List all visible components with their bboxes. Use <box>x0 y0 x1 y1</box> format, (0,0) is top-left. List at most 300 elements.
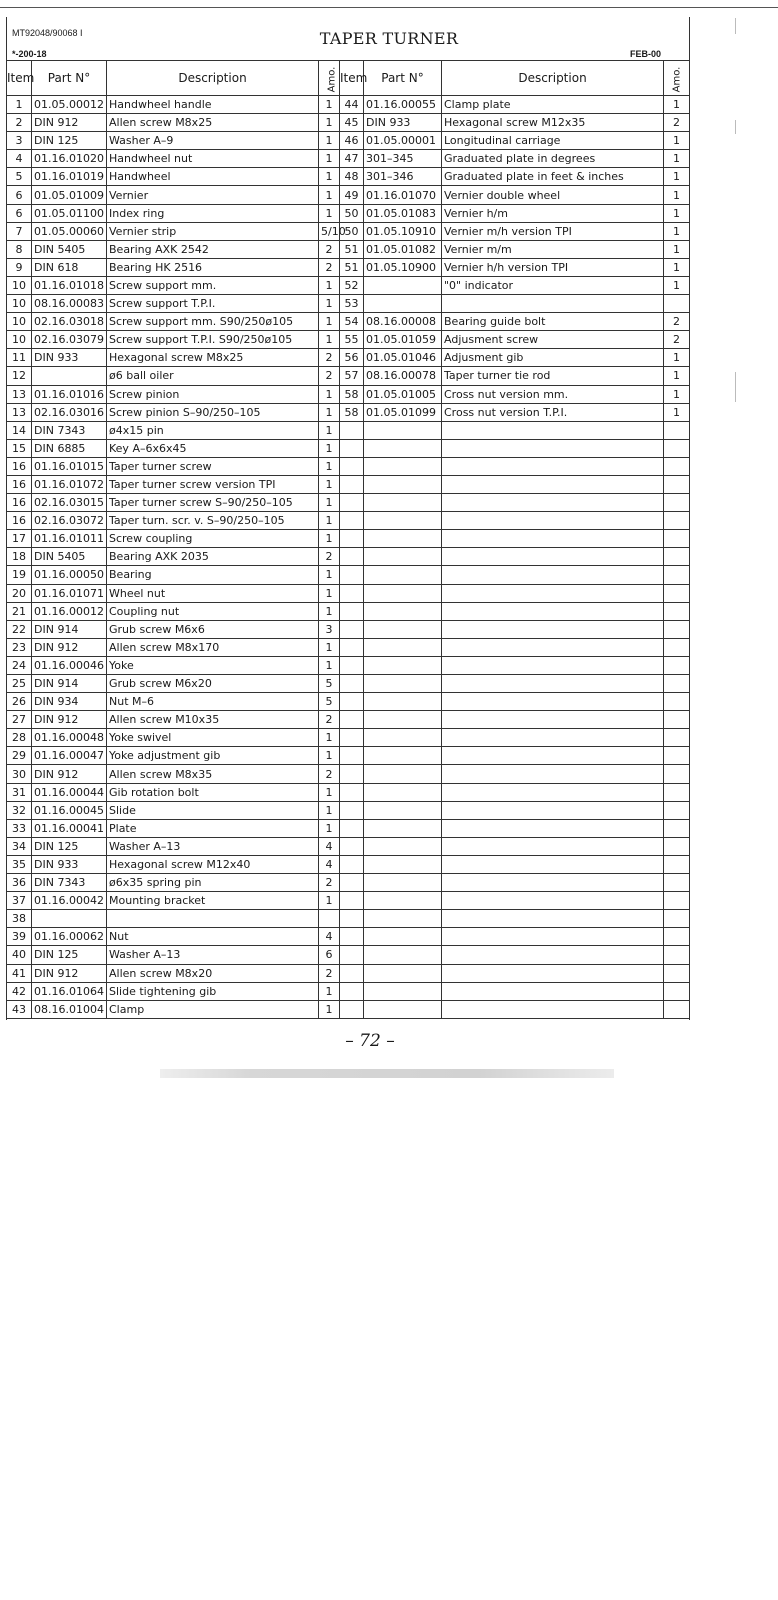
header-item-left: Item <box>7 61 32 96</box>
cell-amount-left: 1 <box>319 982 340 1000</box>
cell-description-left: Screw support mm. <box>107 276 319 294</box>
cell-item-left: 39 <box>7 928 32 946</box>
cell-item-right: 48 <box>340 168 364 186</box>
cell-item-left: 16 <box>7 494 32 512</box>
cell-description-right <box>442 910 664 928</box>
cell-item-right: 45 <box>340 114 364 132</box>
cell-description-right: Hexagonal screw M12x35 <box>442 114 664 132</box>
cell-part-right <box>364 982 442 1000</box>
cell-item-right <box>340 855 364 873</box>
cell-item-left: 10 <box>7 276 32 294</box>
cell-amount-left: 1 <box>319 530 340 548</box>
table-row <box>7 964 690 982</box>
table-row <box>7 765 690 783</box>
cell-amount-left: 5/10 <box>319 222 340 240</box>
cell-part-right <box>364 602 442 620</box>
cell-item-left: 35 <box>7 855 32 873</box>
cell-part-right <box>364 512 442 530</box>
cell-amount-right <box>664 656 690 674</box>
cell-description-right <box>442 837 664 855</box>
cell-item-left: 14 <box>7 421 32 439</box>
cell-item-left: 24 <box>7 656 32 674</box>
cell-item-right <box>340 892 364 910</box>
cell-amount-right <box>664 801 690 819</box>
cell-amount-left: 4 <box>319 928 340 946</box>
cell-part-right <box>364 421 442 439</box>
cell-amount-right: 1 <box>664 258 690 276</box>
cell-item-left: 28 <box>7 729 32 747</box>
cell-part-right <box>364 457 442 475</box>
cell-part-left <box>32 367 107 385</box>
cell-item-right <box>340 457 364 475</box>
cell-description-right <box>442 874 664 892</box>
cell-part-left: DIN 5405 <box>32 240 107 258</box>
cell-part-left: 08.16.01004 <box>32 1000 107 1018</box>
cell-part-right <box>364 276 442 294</box>
page-number: – 72 – <box>345 1031 395 1051</box>
table-row <box>7 892 690 910</box>
header-amount-left-label: Amo. <box>326 66 338 93</box>
cell-amount-right <box>664 928 690 946</box>
cell-description-right: Graduated plate in feet & inches <box>442 168 664 186</box>
cell-description-right <box>442 675 664 693</box>
cell-item-right <box>340 439 364 457</box>
cell-part-right <box>364 620 442 638</box>
scan-artifact-bar <box>160 1069 614 1078</box>
cell-item-right <box>340 475 364 493</box>
cell-item-right: 46 <box>340 132 364 150</box>
cell-description-left: Screw pinion <box>107 385 319 403</box>
cell-description-right <box>442 512 664 530</box>
cell-amount-left: 1 <box>319 566 340 584</box>
cell-part-left: DIN 934 <box>32 693 107 711</box>
cell-part-left: 02.16.03079 <box>32 331 107 349</box>
cell-part-right <box>364 855 442 873</box>
cell-item-right <box>340 566 364 584</box>
cell-part-right <box>364 1000 442 1018</box>
cell-part-right <box>364 693 442 711</box>
cell-description-right <box>442 602 664 620</box>
cell-item-right <box>340 584 364 602</box>
cell-amount-right: 1 <box>664 349 690 367</box>
cell-amount-right: 1 <box>664 168 690 186</box>
cell-part-right: 01.05.10910 <box>364 222 442 240</box>
cell-description-left: Yoke adjustment gib <box>107 747 319 765</box>
cell-description-right: Clamp plate <box>442 96 664 114</box>
cell-item-left: 42 <box>7 982 32 1000</box>
cell-item-left: 13 <box>7 403 32 421</box>
cell-item-right: 55 <box>340 331 364 349</box>
table-row <box>7 258 690 276</box>
cell-amount-left: 1 <box>319 892 340 910</box>
cell-item-left: 30 <box>7 765 32 783</box>
cell-item-right: 50 <box>340 222 364 240</box>
cell-part-left: 01.05.01009 <box>32 186 107 204</box>
cell-description-left: Yoke swivel <box>107 729 319 747</box>
cell-amount-right: 1 <box>664 150 690 168</box>
cell-part-left: DIN 912 <box>32 964 107 982</box>
cell-item-left: 11 <box>7 349 32 367</box>
cell-part-left: DIN 7343 <box>32 421 107 439</box>
cell-part-left: DIN 914 <box>32 620 107 638</box>
cell-description-right: Longitudinal carriage <box>442 132 664 150</box>
cell-item-right <box>340 801 364 819</box>
cell-amount-left: 5 <box>319 675 340 693</box>
cell-amount-right <box>664 638 690 656</box>
cell-part-right <box>364 295 442 313</box>
table-row <box>7 801 690 819</box>
cell-part-left: 01.16.00062 <box>32 928 107 946</box>
cell-description-right <box>442 928 664 946</box>
cell-description-left: Screw coupling <box>107 530 319 548</box>
cell-description-right <box>442 494 664 512</box>
parts-table <box>6 60 690 1019</box>
cell-amount-right <box>664 675 690 693</box>
cell-amount-left: 1 <box>319 512 340 530</box>
cell-part-right: 08.16.00078 <box>364 367 442 385</box>
cell-item-left: 10 <box>7 295 32 313</box>
cell-amount-right <box>664 494 690 512</box>
cell-amount-left: 1 <box>319 801 340 819</box>
cell-part-left: 01.16.01011 <box>32 530 107 548</box>
cell-description-right: Taper turner tie rod <box>442 367 664 385</box>
table-row <box>7 638 690 656</box>
cell-description-left: Taper turn. scr. v. S–90/250–105 <box>107 512 319 530</box>
cell-description-right <box>442 548 664 566</box>
cell-description-right <box>442 783 664 801</box>
table-row <box>7 403 690 421</box>
cell-part-right <box>364 656 442 674</box>
cell-item-right: 57 <box>340 367 364 385</box>
cell-amount-left: 1 <box>319 114 340 132</box>
cell-amount-right: 1 <box>664 403 690 421</box>
table-row <box>7 855 690 873</box>
cell-amount-left: 3 <box>319 620 340 638</box>
cell-part-right <box>364 837 442 855</box>
header-amount-left <box>319 61 340 96</box>
cell-amount-right <box>664 711 690 729</box>
cell-amount-right <box>664 512 690 530</box>
cell-amount-right: 1 <box>664 367 690 385</box>
cell-part-right <box>364 892 442 910</box>
table-row <box>7 693 690 711</box>
cell-description-left: Washer A–9 <box>107 132 319 150</box>
table-row <box>7 530 690 548</box>
cell-description-left: Bearing AXK 2035 <box>107 548 319 566</box>
cell-item-left: 19 <box>7 566 32 584</box>
cell-amount-right <box>664 819 690 837</box>
cell-part-right <box>364 874 442 892</box>
cell-amount-right <box>664 584 690 602</box>
cell-amount-left: 2 <box>319 240 340 258</box>
cell-description-right: Cross nut version mm. <box>442 385 664 403</box>
cell-item-right <box>340 819 364 837</box>
sub-code: *-200-18 <box>12 49 47 59</box>
cell-description-left: Wheel nut <box>107 584 319 602</box>
cell-part-left: 01.05.00060 <box>32 222 107 240</box>
cell-description-right <box>442 892 664 910</box>
cell-description-right <box>442 711 664 729</box>
cell-description-right <box>442 693 664 711</box>
cell-description-right <box>442 421 664 439</box>
cell-description-right <box>442 982 664 1000</box>
cell-amount-right <box>664 530 690 548</box>
cell-description-left: Key A–6x6x45 <box>107 439 319 457</box>
cell-part-right: DIN 933 <box>364 114 442 132</box>
cell-part-left: 01.16.00042 <box>32 892 107 910</box>
page-title: TAPER TURNER <box>319 29 459 48</box>
cell-part-left: 02.16.03018 <box>32 313 107 331</box>
cell-part-left: DIN 7343 <box>32 874 107 892</box>
cell-part-left: DIN 125 <box>32 946 107 964</box>
cell-amount-right: 2 <box>664 114 690 132</box>
header-part-right: Part N° <box>364 61 442 96</box>
cell-part-left: 01.16.00045 <box>32 801 107 819</box>
cell-description-right <box>442 457 664 475</box>
cell-item-left: 37 <box>7 892 32 910</box>
cell-amount-left: 1 <box>319 313 340 331</box>
cell-part-right <box>364 783 442 801</box>
cell-amount-left: 1 <box>319 602 340 620</box>
cell-item-left: 5 <box>7 168 32 186</box>
table-row <box>7 566 690 584</box>
cell-amount-left: 1 <box>319 494 340 512</box>
cell-description-left: Allen screw M8x25 <box>107 114 319 132</box>
cell-item-left: 9 <box>7 258 32 276</box>
cell-amount-right <box>664 548 690 566</box>
cell-item-left: 41 <box>7 964 32 982</box>
cell-description-right <box>442 964 664 982</box>
cell-amount-left: 5 <box>319 693 340 711</box>
cell-part-right: 301–346 <box>364 168 442 186</box>
cell-part-right <box>364 638 442 656</box>
cell-part-left: DIN 912 <box>32 114 107 132</box>
cell-amount-left: 4 <box>319 855 340 873</box>
cell-part-right: 301–345 <box>364 150 442 168</box>
table-row <box>7 819 690 837</box>
cell-amount-right <box>664 892 690 910</box>
cell-description-left: Screw support T.P.I. S90/250ø105 <box>107 331 319 349</box>
cell-part-left <box>32 910 107 928</box>
cell-amount-right <box>664 457 690 475</box>
table-row <box>7 982 690 1000</box>
cell-item-right: 58 <box>340 403 364 421</box>
cell-description-left: Screw support mm. S90/250ø105 <box>107 313 319 331</box>
cell-amount-left: 1 <box>319 168 340 186</box>
cell-part-left: 01.16.00048 <box>32 729 107 747</box>
cell-item-right <box>340 874 364 892</box>
cell-description-right <box>442 295 664 313</box>
cell-description-left: Plate <box>107 819 319 837</box>
cell-amount-left: 1 <box>319 439 340 457</box>
table-row <box>7 494 690 512</box>
header-part-left: Part N° <box>32 61 107 96</box>
cell-description-left: Bearing <box>107 566 319 584</box>
cell-amount-left: 1 <box>319 819 340 837</box>
cell-item-left: 7 <box>7 222 32 240</box>
cell-part-left: 01.16.01018 <box>32 276 107 294</box>
cell-amount-left: 1 <box>319 783 340 801</box>
cell-part-right: 01.05.01099 <box>364 403 442 421</box>
cell-part-left: 01.16.01016 <box>32 385 107 403</box>
cell-item-left: 3 <box>7 132 32 150</box>
cell-description-right: Vernier double wheel <box>442 186 664 204</box>
table-row <box>7 421 690 439</box>
cell-description-right: Adjusment screw <box>442 331 664 349</box>
cell-part-right <box>364 711 442 729</box>
cell-description-right <box>442 729 664 747</box>
cell-amount-right <box>664 855 690 873</box>
table-row <box>7 620 690 638</box>
cell-description-right <box>442 765 664 783</box>
cell-part-right <box>364 964 442 982</box>
cell-item-left: 12 <box>7 367 32 385</box>
cell-description-left: Gib rotation bolt <box>107 783 319 801</box>
cell-part-left: 01.16.00012 <box>32 602 107 620</box>
cell-part-left: 01.16.00050 <box>32 566 107 584</box>
cell-amount-left: 1 <box>319 150 340 168</box>
cell-item-right: 58 <box>340 385 364 403</box>
cell-description-left: Bearing HK 2516 <box>107 258 319 276</box>
cell-part-left: 01.16.00046 <box>32 656 107 674</box>
table-row <box>7 96 690 114</box>
cell-item-left: 32 <box>7 801 32 819</box>
cell-item-right <box>340 530 364 548</box>
table-row <box>7 584 690 602</box>
margin-mark <box>735 18 736 34</box>
table-row <box>7 548 690 566</box>
cell-part-right: 01.05.00001 <box>364 132 442 150</box>
cell-part-right <box>364 819 442 837</box>
cell-amount-left: 6 <box>319 946 340 964</box>
cell-part-left: 01.16.01020 <box>32 150 107 168</box>
table-row <box>7 331 690 349</box>
cell-amount-left: 1 <box>319 421 340 439</box>
cell-item-right <box>340 910 364 928</box>
cell-amount-right: 1 <box>664 240 690 258</box>
cell-description-left: Handwheel handle <box>107 96 319 114</box>
cell-part-right <box>364 801 442 819</box>
table-row <box>7 602 690 620</box>
cell-amount-right <box>664 874 690 892</box>
cell-amount-right <box>664 964 690 982</box>
cell-description-left: Hexagonal screw M12x40 <box>107 855 319 873</box>
header-description-right: Description <box>442 61 664 96</box>
cell-description-right <box>442 747 664 765</box>
cell-amount-left: 4 <box>319 837 340 855</box>
cell-amount-right <box>664 982 690 1000</box>
table-row <box>7 747 690 765</box>
cell-amount-left: 1 <box>319 295 340 313</box>
cell-amount-right <box>664 910 690 928</box>
cell-item-left: 18 <box>7 548 32 566</box>
cell-description-left: Vernier <box>107 186 319 204</box>
cell-part-right <box>364 765 442 783</box>
cell-item-right <box>340 946 364 964</box>
cell-part-left: DIN 125 <box>32 132 107 150</box>
cell-description-left: ø4x15 pin <box>107 421 319 439</box>
cell-description-left: Clamp <box>107 1000 319 1018</box>
cell-part-right: 01.16.01070 <box>364 186 442 204</box>
cell-description-right <box>442 530 664 548</box>
cell-part-right <box>364 548 442 566</box>
cell-part-left: DIN 933 <box>32 855 107 873</box>
cell-part-right <box>364 530 442 548</box>
cell-amount-left: 2 <box>319 548 340 566</box>
cell-amount-left: 1 <box>319 475 340 493</box>
cell-description-left: Slide <box>107 801 319 819</box>
cell-part-right <box>364 475 442 493</box>
table-row <box>7 874 690 892</box>
cell-description-right: Vernier m/m <box>442 240 664 258</box>
cell-description-left: Taper turner screw <box>107 457 319 475</box>
cell-item-right <box>340 620 364 638</box>
cell-item-left: 16 <box>7 475 32 493</box>
cell-description-right <box>442 584 664 602</box>
cell-description-left: Handwheel nut <box>107 150 319 168</box>
table-row <box>7 150 690 168</box>
cell-item-left: 40 <box>7 946 32 964</box>
cell-amount-left <box>319 910 340 928</box>
cell-description-left: Hexagonal screw M8x25 <box>107 349 319 367</box>
cell-amount-right: 1 <box>664 186 690 204</box>
cell-amount-right <box>664 747 690 765</box>
cell-amount-left: 2 <box>319 874 340 892</box>
cell-part-right: 08.16.00008 <box>364 313 442 331</box>
table-row <box>7 910 690 928</box>
cell-amount-right <box>664 295 690 313</box>
cell-part-right <box>364 675 442 693</box>
document-date: FEB-00 <box>630 49 662 59</box>
cell-item-left: 31 <box>7 783 32 801</box>
cell-item-left: 6 <box>7 204 32 222</box>
cell-item-right: 49 <box>340 186 364 204</box>
table-row <box>7 439 690 457</box>
cell-item-right <box>340 602 364 620</box>
table-row <box>7 656 690 674</box>
cell-part-left: 01.05.00012 <box>32 96 107 114</box>
cell-amount-left: 1 <box>319 331 340 349</box>
cell-item-left: 22 <box>7 620 32 638</box>
cell-amount-right <box>664 765 690 783</box>
cell-item-left: 23 <box>7 638 32 656</box>
cell-item-right <box>340 711 364 729</box>
cell-part-right: 01.05.01059 <box>364 331 442 349</box>
cell-item-left: 26 <box>7 693 32 711</box>
cell-amount-right <box>664 783 690 801</box>
cell-item-right <box>340 837 364 855</box>
cell-item-right: 51 <box>340 258 364 276</box>
cell-description-left: Grub screw M6x6 <box>107 620 319 638</box>
cell-description-right: "0" indicator <box>442 276 664 294</box>
cell-description-right: Vernier h/m <box>442 204 664 222</box>
cell-item-left: 16 <box>7 457 32 475</box>
cell-amount-right: 1 <box>664 132 690 150</box>
cell-part-right: 01.05.01083 <box>364 204 442 222</box>
cell-amount-left: 1 <box>319 656 340 674</box>
table-row <box>7 675 690 693</box>
cell-amount-right <box>664 439 690 457</box>
cell-description-left: Handwheel <box>107 168 319 186</box>
cell-description-left: Allen screw M8x170 <box>107 638 319 656</box>
cell-part-right <box>364 910 442 928</box>
cell-description-left: ø6x35 spring pin <box>107 874 319 892</box>
cell-item-left: 2 <box>7 114 32 132</box>
cell-item-right: 53 <box>340 295 364 313</box>
cell-description-left: Screw pinion S–90/250–105 <box>107 403 319 421</box>
cell-amount-right <box>664 475 690 493</box>
cell-part-left: 01.16.01015 <box>32 457 107 475</box>
